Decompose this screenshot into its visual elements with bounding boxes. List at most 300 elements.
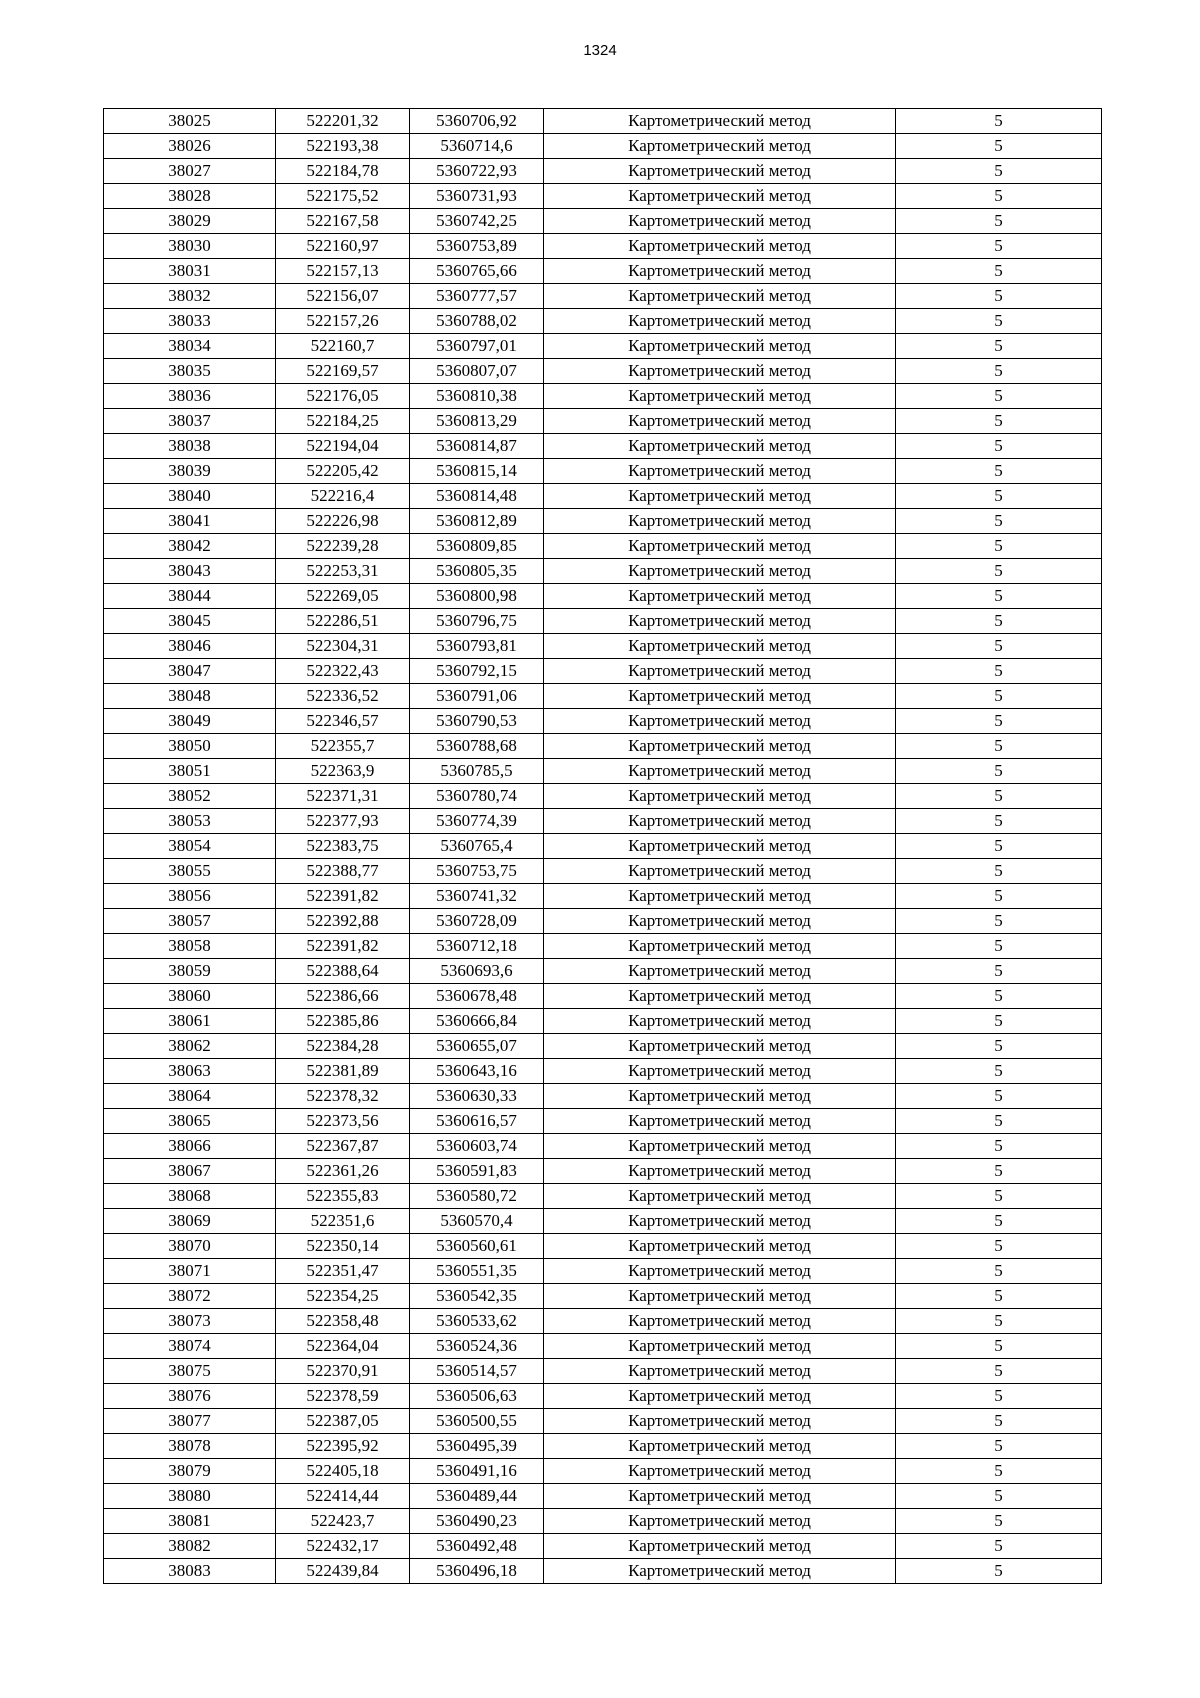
accuracy-cell: 5 [896,934,1102,959]
x-coordinate-cell: 522160,97 [276,234,410,259]
table-row [104,534,1102,559]
table-row [104,209,1102,234]
accuracy-cell: 5 [896,184,1102,209]
x-coordinate-cell: 522391,82 [276,884,410,909]
table-row [104,1509,1102,1534]
x-coordinate-cell: 522184,25 [276,409,410,434]
accuracy-cell: 5 [896,1059,1102,1084]
point-number-cell: 38059 [104,959,276,984]
accuracy-cell: 5 [896,1559,1102,1584]
accuracy-cell: 5 [896,334,1102,359]
y-coordinate-cell: 5360731,93 [410,184,544,209]
table-row [104,1459,1102,1484]
x-coordinate-cell: 522378,59 [276,1384,410,1409]
x-coordinate-cell: 522391,82 [276,934,410,959]
method-cell: Картометрический метод [544,1084,896,1109]
table-row [104,909,1102,934]
point-number-cell: 38076 [104,1384,276,1409]
x-coordinate-cell: 522364,04 [276,1334,410,1359]
accuracy-cell: 5 [896,1384,1102,1409]
method-cell: Картометрический метод [544,259,896,284]
point-number-cell: 38081 [104,1509,276,1534]
point-number-cell: 38079 [104,1459,276,1484]
accuracy-cell: 5 [896,384,1102,409]
method-cell: Картометрический метод [544,1134,896,1159]
method-cell: Картометрический метод [544,234,896,259]
method-cell: Картометрический метод [544,384,896,409]
table-row [104,684,1102,709]
y-coordinate-cell: 5360815,14 [410,459,544,484]
table-row [104,134,1102,159]
method-cell: Картометрический метод [544,534,896,559]
accuracy-cell: 5 [896,909,1102,934]
point-number-cell: 38029 [104,209,276,234]
y-coordinate-cell: 5360807,07 [410,359,544,384]
y-coordinate-cell: 5360500,55 [410,1409,544,1434]
method-cell: Картометрический метод [544,609,896,634]
method-cell: Картометрический метод [544,509,896,534]
method-cell: Картометрический метод [544,1209,896,1234]
accuracy-cell: 5 [896,634,1102,659]
point-number-cell: 38068 [104,1184,276,1209]
table-row [104,759,1102,784]
accuracy-cell: 5 [896,1159,1102,1184]
accuracy-cell: 5 [896,1484,1102,1509]
x-coordinate-cell: 522367,87 [276,1134,410,1159]
point-number-cell: 38062 [104,1034,276,1059]
point-number-cell: 38045 [104,609,276,634]
table-row [104,1559,1102,1584]
y-coordinate-cell: 5360813,29 [410,409,544,434]
accuracy-cell: 5 [896,234,1102,259]
y-coordinate-cell: 5360722,93 [410,159,544,184]
point-number-cell: 38080 [104,1484,276,1509]
accuracy-cell: 5 [896,434,1102,459]
point-number-cell: 38030 [104,234,276,259]
x-coordinate-cell: 522193,38 [276,134,410,159]
point-number-cell: 38071 [104,1259,276,1284]
y-coordinate-cell: 5360542,35 [410,1284,544,1309]
table-row [104,1434,1102,1459]
table-row [104,1159,1102,1184]
point-number-cell: 38063 [104,1059,276,1084]
point-number-cell: 38078 [104,1434,276,1459]
y-coordinate-cell: 5360603,74 [410,1134,544,1159]
x-coordinate-cell: 522351,6 [276,1209,410,1234]
x-coordinate-cell: 522346,57 [276,709,410,734]
point-number-cell: 38051 [104,759,276,784]
x-coordinate-cell: 522387,05 [276,1409,410,1434]
method-cell: Картометрический метод [544,109,896,134]
point-number-cell: 38065 [104,1109,276,1134]
x-coordinate-cell: 522157,26 [276,309,410,334]
x-coordinate-cell: 522253,31 [276,559,410,584]
point-number-cell: 38028 [104,184,276,209]
x-coordinate-cell: 522286,51 [276,609,410,634]
table-row [104,584,1102,609]
x-coordinate-cell: 522386,66 [276,984,410,1009]
method-cell: Картометрический метод [544,1509,896,1534]
x-coordinate-cell: 522269,05 [276,584,410,609]
accuracy-cell: 5 [896,834,1102,859]
x-coordinate-cell: 522169,57 [276,359,410,384]
accuracy-cell: 5 [896,1009,1102,1034]
x-coordinate-cell: 522351,47 [276,1259,410,1284]
table-row [104,459,1102,484]
x-coordinate-cell: 522304,31 [276,634,410,659]
point-number-cell: 38072 [104,1284,276,1309]
point-number-cell: 38055 [104,859,276,884]
point-number-cell: 38070 [104,1234,276,1259]
point-number-cell: 38075 [104,1359,276,1384]
x-coordinate-cell: 522361,26 [276,1159,410,1184]
x-coordinate-cell: 522216,4 [276,484,410,509]
accuracy-cell: 5 [896,984,1102,1009]
method-cell: Картометрический метод [544,1459,896,1484]
y-coordinate-cell: 5360741,32 [410,884,544,909]
point-number-cell: 38035 [104,359,276,384]
x-coordinate-cell: 522423,7 [276,1509,410,1534]
y-coordinate-cell: 5360791,06 [410,684,544,709]
accuracy-cell: 5 [896,284,1102,309]
x-coordinate-cell: 522355,7 [276,734,410,759]
method-cell: Картометрический метод [544,1359,896,1384]
accuracy-cell: 5 [896,459,1102,484]
accuracy-cell: 5 [896,1234,1102,1259]
accuracy-cell: 5 [896,1434,1102,1459]
y-coordinate-cell: 5360790,53 [410,709,544,734]
accuracy-cell: 5 [896,659,1102,684]
table-row [104,1284,1102,1309]
method-cell: Картометрический метод [544,284,896,309]
x-coordinate-cell: 522354,25 [276,1284,410,1309]
y-coordinate-cell: 5360496,18 [410,1559,544,1584]
x-coordinate-cell: 522160,7 [276,334,410,359]
y-coordinate-cell: 5360805,35 [410,559,544,584]
x-coordinate-cell: 522358,48 [276,1309,410,1334]
method-cell: Картометрический метод [544,709,896,734]
point-number-cell: 38054 [104,834,276,859]
point-number-cell: 38025 [104,109,276,134]
point-number-cell: 38047 [104,659,276,684]
accuracy-cell: 5 [896,1209,1102,1234]
y-coordinate-cell: 5360814,48 [410,484,544,509]
accuracy-cell: 5 [896,684,1102,709]
x-coordinate-cell: 522205,42 [276,459,410,484]
accuracy-cell: 5 [896,534,1102,559]
x-coordinate-cell: 522226,98 [276,509,410,534]
accuracy-cell: 5 [896,309,1102,334]
method-cell: Картометрический метод [544,659,896,684]
accuracy-cell: 5 [896,709,1102,734]
table-row [104,1234,1102,1259]
point-number-cell: 38027 [104,159,276,184]
method-cell: Картометрический метод [544,334,896,359]
coordinates-table-body [104,109,1102,1584]
table-row [104,1484,1102,1509]
x-coordinate-cell: 522322,43 [276,659,410,684]
x-coordinate-cell: 522377,93 [276,809,410,834]
method-cell: Картометрический метод [544,159,896,184]
table-row [104,484,1102,509]
y-coordinate-cell: 5360788,02 [410,309,544,334]
x-coordinate-cell: 522156,07 [276,284,410,309]
page-number: 1324 [583,42,617,59]
table-row [104,284,1102,309]
method-cell: Картометрический метод [544,1559,896,1584]
point-number-cell: 38033 [104,309,276,334]
method-cell: Картометрический метод [544,634,896,659]
accuracy-cell: 5 [896,1134,1102,1159]
y-coordinate-cell: 5360693,6 [410,959,544,984]
y-coordinate-cell: 5360524,36 [410,1334,544,1359]
table-row [104,1309,1102,1334]
y-coordinate-cell: 5360616,57 [410,1109,544,1134]
table-row [104,634,1102,659]
point-number-cell: 38061 [104,1009,276,1034]
y-coordinate-cell: 5360777,57 [410,284,544,309]
table-row [104,809,1102,834]
point-number-cell: 38074 [104,1334,276,1359]
y-coordinate-cell: 5360580,72 [410,1184,544,1209]
table-row [104,734,1102,759]
point-number-cell: 38040 [104,484,276,509]
table-row [104,559,1102,584]
x-coordinate-cell: 522370,91 [276,1359,410,1384]
table-row [104,159,1102,184]
method-cell: Картометрический метод [544,1409,896,1434]
accuracy-cell: 5 [896,509,1102,534]
table-row [104,234,1102,259]
point-number-cell: 38041 [104,509,276,534]
accuracy-cell: 5 [896,609,1102,634]
point-number-cell: 38083 [104,1559,276,1584]
method-cell: Картометрический метод [544,934,896,959]
y-coordinate-cell: 5360666,84 [410,1009,544,1034]
table-row [104,1009,1102,1034]
x-coordinate-cell: 522363,9 [276,759,410,784]
x-coordinate-cell: 522381,89 [276,1059,410,1084]
method-cell: Картометрический метод [544,984,896,1009]
table-row [104,1259,1102,1284]
y-coordinate-cell: 5360797,01 [410,334,544,359]
method-cell: Картометрический метод [544,1034,896,1059]
method-cell: Картометрический метод [544,809,896,834]
accuracy-cell: 5 [896,1034,1102,1059]
method-cell: Картометрический метод [544,134,896,159]
point-number-cell: 38042 [104,534,276,559]
method-cell: Картометрический метод [544,1009,896,1034]
table-row [104,1409,1102,1434]
table-row [104,934,1102,959]
accuracy-cell: 5 [896,1459,1102,1484]
point-number-cell: 38050 [104,734,276,759]
table-row [104,434,1102,459]
table-row [104,184,1102,209]
y-coordinate-cell: 5360495,39 [410,1434,544,1459]
method-cell: Картометрический метод [544,1434,896,1459]
x-coordinate-cell: 522350,14 [276,1234,410,1259]
method-cell: Картометрический метод [544,859,896,884]
x-coordinate-cell: 522194,04 [276,434,410,459]
accuracy-cell: 5 [896,259,1102,284]
method-cell: Картометрический метод [544,1184,896,1209]
point-number-cell: 38039 [104,459,276,484]
x-coordinate-cell: 522414,44 [276,1484,410,1509]
method-cell: Картометрический метод [544,1284,896,1309]
table-row [104,1109,1102,1134]
table-row [104,784,1102,809]
accuracy-cell: 5 [896,859,1102,884]
y-coordinate-cell: 5360678,48 [410,984,544,1009]
table-row [104,359,1102,384]
table-row [104,709,1102,734]
table-row [104,384,1102,409]
point-number-cell: 38044 [104,584,276,609]
point-number-cell: 38043 [104,559,276,584]
y-coordinate-cell: 5360714,6 [410,134,544,159]
point-number-cell: 38066 [104,1134,276,1159]
x-coordinate-cell: 522432,17 [276,1534,410,1559]
y-coordinate-cell: 5360551,35 [410,1259,544,1284]
point-number-cell: 38057 [104,909,276,934]
y-coordinate-cell: 5360630,33 [410,1084,544,1109]
accuracy-cell: 5 [896,1534,1102,1559]
accuracy-cell: 5 [896,1359,1102,1384]
point-number-cell: 38037 [104,409,276,434]
point-number-cell: 38077 [104,1409,276,1434]
method-cell: Картометрический метод [544,409,896,434]
point-number-cell: 38031 [104,259,276,284]
y-coordinate-cell: 5360796,75 [410,609,544,634]
method-cell: Картометрический метод [544,1334,896,1359]
accuracy-cell: 5 [896,209,1102,234]
y-coordinate-cell: 5360506,63 [410,1384,544,1409]
accuracy-cell: 5 [896,359,1102,384]
method-cell: Картометрический метод [544,1534,896,1559]
accuracy-cell: 5 [896,1259,1102,1284]
y-coordinate-cell: 5360712,18 [410,934,544,959]
x-coordinate-cell: 522175,52 [276,184,410,209]
accuracy-cell: 5 [896,1084,1102,1109]
method-cell: Картометрический метод [544,909,896,934]
table-row [104,334,1102,359]
accuracy-cell: 5 [896,1509,1102,1534]
y-coordinate-cell: 5360533,62 [410,1309,544,1334]
point-number-cell: 38036 [104,384,276,409]
x-coordinate-cell: 522355,83 [276,1184,410,1209]
method-cell: Картометрический метод [544,759,896,784]
y-coordinate-cell: 5360774,39 [410,809,544,834]
accuracy-cell: 5 [896,159,1102,184]
table-row [104,109,1102,134]
x-coordinate-cell: 522392,88 [276,909,410,934]
y-coordinate-cell: 5360800,98 [410,584,544,609]
table-row [104,1059,1102,1084]
table-row [104,1184,1102,1209]
coordinates-table [103,108,1102,1584]
x-coordinate-cell: 522176,05 [276,384,410,409]
y-coordinate-cell: 5360765,4 [410,834,544,859]
accuracy-cell: 5 [896,1334,1102,1359]
table-row [104,509,1102,534]
accuracy-cell: 5 [896,1409,1102,1434]
x-coordinate-cell: 522405,18 [276,1459,410,1484]
method-cell: Картометрический метод [544,309,896,334]
point-number-cell: 38069 [104,1209,276,1234]
method-cell: Картометрический метод [544,1059,896,1084]
x-coordinate-cell: 522371,31 [276,784,410,809]
accuracy-cell: 5 [896,409,1102,434]
y-coordinate-cell: 5360560,61 [410,1234,544,1259]
point-number-cell: 38064 [104,1084,276,1109]
method-cell: Картометрический метод [544,1309,896,1334]
table-row [104,659,1102,684]
table-row [104,984,1102,1009]
table-row [104,1359,1102,1384]
table-row [104,834,1102,859]
method-cell: Картометрический метод [544,1484,896,1509]
x-coordinate-cell: 522373,56 [276,1109,410,1134]
x-coordinate-cell: 522388,77 [276,859,410,884]
y-coordinate-cell: 5360491,16 [410,1459,544,1484]
x-coordinate-cell: 522157,13 [276,259,410,284]
point-number-cell: 38060 [104,984,276,1009]
table-row [104,959,1102,984]
y-coordinate-cell: 5360742,25 [410,209,544,234]
accuracy-cell: 5 [896,559,1102,584]
y-coordinate-cell: 5360788,68 [410,734,544,759]
accuracy-cell: 5 [896,734,1102,759]
point-number-cell: 38073 [104,1309,276,1334]
point-number-cell: 38067 [104,1159,276,1184]
y-coordinate-cell: 5360785,5 [410,759,544,784]
x-coordinate-cell: 522388,64 [276,959,410,984]
point-number-cell: 38052 [104,784,276,809]
y-coordinate-cell: 5360570,4 [410,1209,544,1234]
y-coordinate-cell: 5360792,15 [410,659,544,684]
table-row [104,1384,1102,1409]
accuracy-cell: 5 [896,1309,1102,1334]
accuracy-cell: 5 [896,484,1102,509]
method-cell: Картометрический метод [544,184,896,209]
accuracy-cell: 5 [896,1284,1102,1309]
method-cell: Картометрический метод [544,684,896,709]
x-coordinate-cell: 522201,32 [276,109,410,134]
x-coordinate-cell: 522439,84 [276,1559,410,1584]
table-row [104,1084,1102,1109]
accuracy-cell: 5 [896,109,1102,134]
method-cell: Картометрический метод [544,559,896,584]
point-number-cell: 38026 [104,134,276,159]
y-coordinate-cell: 5360728,09 [410,909,544,934]
table-row [104,409,1102,434]
method-cell: Картометрический метод [544,1259,896,1284]
y-coordinate-cell: 5360591,83 [410,1159,544,1184]
table-row [104,1534,1102,1559]
point-number-cell: 38032 [104,284,276,309]
accuracy-cell: 5 [896,809,1102,834]
accuracy-cell: 5 [896,784,1102,809]
point-number-cell: 38056 [104,884,276,909]
method-cell: Картометрический метод [544,734,896,759]
table-row [104,1334,1102,1359]
accuracy-cell: 5 [896,1184,1102,1209]
y-coordinate-cell: 5360706,92 [410,109,544,134]
table-row [104,884,1102,909]
point-number-cell: 38034 [104,334,276,359]
method-cell: Картометрический метод [544,209,896,234]
